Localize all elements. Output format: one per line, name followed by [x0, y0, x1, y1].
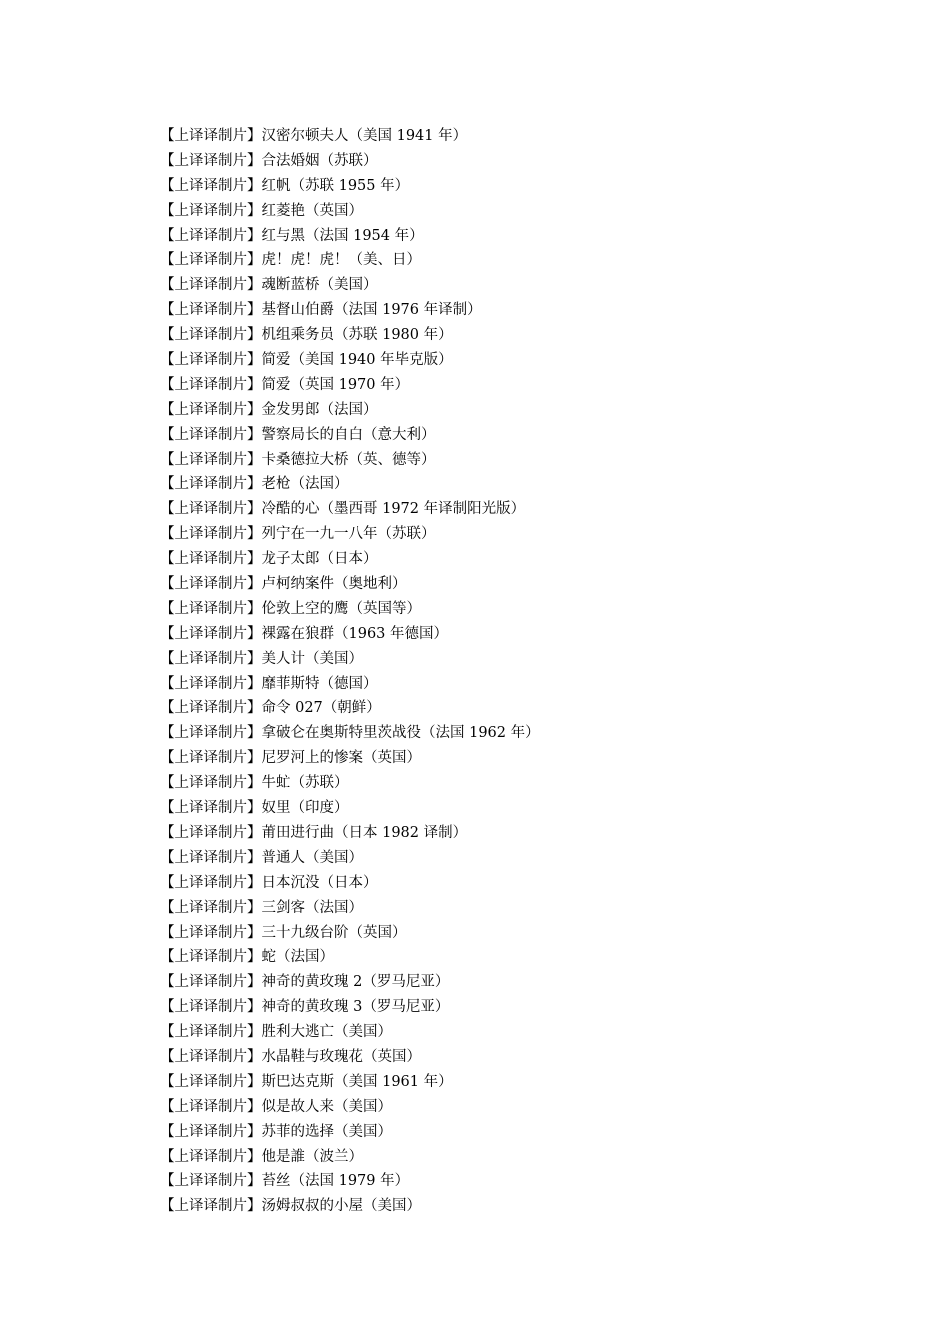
list-item: 【上译译制片】命令 027（朝鲜） [160, 700, 381, 717]
list-item: 【上译译制片】卡桑德拉大桥（英、德等） [160, 451, 436, 468]
list-item: 【上译译制片】龙子太郎（日本） [160, 551, 378, 568]
list-item: 【上译译制片】魂断蓝桥（美国） [160, 277, 378, 294]
list-item: 【上译译制片】斯巴达克斯（美国 1961 年） [160, 1073, 453, 1090]
list-item: 【上译译制片】蛇（法国） [160, 949, 334, 966]
list-item: 【上译译制片】神奇的黄玫瑰 3（罗马尼亚） [160, 999, 450, 1016]
list-item: 【上译译制片】红帆（苏联 1955 年） [160, 177, 410, 194]
list-item: 【上译译制片】红菱艳（英国） [160, 202, 363, 219]
list-item: 【上译译制片】普通人（美国） [160, 849, 363, 866]
list-item: 【上译译制片】列宁在一九一八年（苏联） [160, 526, 436, 543]
list-item: 【上译译制片】神奇的黄玫瑰 2（罗马尼亚） [160, 974, 450, 991]
list-item: 【上译译制片】伦敦上空的鹰（英国等） [160, 600, 421, 617]
list-item: 【上译译制片】老枪（法国） [160, 476, 349, 493]
list-item: 【上译译制片】莆田进行曲（日本 1982 译制） [160, 824, 468, 841]
list-item: 【上译译制片】汤姆叔叔的小屋（美国） [160, 1198, 421, 1215]
list-item: 【上译译制片】冷酷的心（墨西哥 1972 年译制阳光版） [160, 501, 526, 518]
film-list [160, 124, 540, 1219]
list-item: 【上译译制片】简爱（英国 1970 年） [160, 376, 410, 393]
list-item: 【上译译制片】汉密尔顿夫人（美国 1941 年） [160, 128, 468, 144]
list-item: 【上译译制片】基督山伯爵（法国 1976 年译制） [160, 302, 482, 319]
list-item: 【上译译制片】奴里（印度） [160, 800, 349, 817]
list-item: 【上译译制片】牛虻（苏联） [160, 775, 349, 792]
list-item: 【上译译制片】日本沉没（日本） [160, 874, 378, 891]
list-item: 【上译译制片】他是誰（波兰） [160, 1148, 363, 1165]
list-item: 【上译译制片】水晶鞋与玫瑰花（英国） [160, 1048, 421, 1065]
list-item: 【上译译制片】红与黑（法国 1954 年） [160, 227, 424, 244]
list-item: 【上译译制片】卢柯纳案件（奥地利） [160, 576, 407, 593]
list-item: 【上译译制片】苏菲的选择（美国） [160, 1123, 392, 1140]
list-item: 【上译译制片】警察局长的自白（意大利） [160, 426, 436, 443]
list-item: 【上译译制片】简爱（美国 1940 年毕克版） [160, 352, 453, 369]
list-item: 【上译译制片】三十九级台阶（英国） [160, 924, 407, 941]
list-item: 【上译译制片】美人计（美国） [160, 650, 363, 667]
list-item: 【上译译制片】苔丝（法国 1979 年） [160, 1173, 410, 1190]
list-item: 【上译译制片】合法婚姻（苏联） [160, 152, 378, 169]
list-item: 【上译译制片】尼罗河上的惨案（英国） [160, 750, 421, 767]
list-item: 【上译译制片】三剑客（法国） [160, 899, 363, 916]
list-item: 【上译译制片】似是故人来（美国） [160, 1098, 392, 1115]
list-item: 【上译译制片】机组乘务员（苏联 1980 年） [160, 327, 453, 344]
list-item: 【上译译制片】胜利大逃亡（美国） [160, 1024, 392, 1041]
list-item: 【上译译制片】拿破仑在奥斯特里茨战役（法国 1962 年） [160, 725, 540, 742]
list-item: 【上译译制片】靡菲斯特（德国） [160, 675, 378, 692]
list-item: 【上译译制片】裸露在狼群（1963 年德国） [160, 625, 449, 642]
list-item: 【上译译制片】金发男郎（法国） [160, 401, 378, 418]
list-item: 【上译译制片】虎！虎！虎！（美、日） [160, 252, 421, 269]
